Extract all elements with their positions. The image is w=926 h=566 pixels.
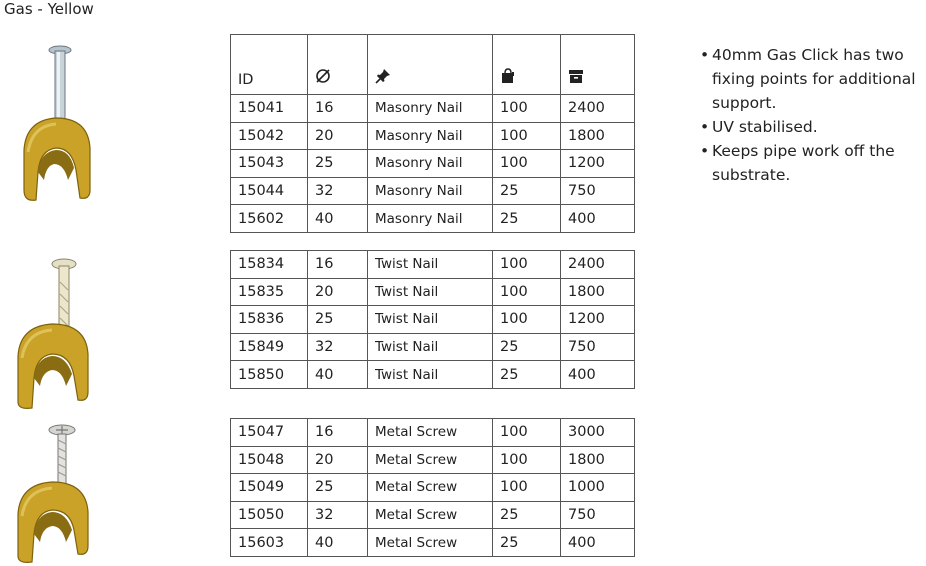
diameter-cell: 20 (308, 278, 368, 306)
box-qty-cell: 400 (561, 361, 635, 389)
product-id-cell: 15834 (231, 251, 308, 279)
feature-item: • UV stabilised. (700, 115, 926, 139)
fixing-cell: Masonry Nail (368, 177, 493, 205)
pack-qty-cell: 100 (493, 251, 561, 279)
table-row (231, 361, 635, 389)
pack-qty-cell: 25 (493, 501, 561, 529)
product-id-cell: 15043 (231, 150, 308, 178)
product-id-cell: 15849 (231, 333, 308, 361)
feature-item: • 40mm Gas Click has two fixing points for additional support. (700, 43, 926, 115)
pushpin-icon (375, 68, 391, 88)
diameter-cell: 20 (308, 446, 368, 474)
metal-screw-table (230, 418, 635, 557)
table-row (231, 306, 635, 334)
table-row (231, 278, 635, 306)
pack-qty-cell: 100 (493, 122, 561, 150)
twist-nail-clip-image (6, 252, 98, 412)
table-row (231, 474, 635, 502)
product-id-cell: 15050 (231, 501, 308, 529)
fixing-cell: Masonry Nail (368, 95, 493, 123)
diameter-cell: 25 (308, 150, 368, 178)
box-icon (568, 68, 584, 88)
diameter-cell: 32 (308, 501, 368, 529)
feature-list (700, 43, 926, 187)
box-header (561, 35, 635, 95)
fixing-cell: Masonry Nail (368, 122, 493, 150)
table-header-row (231, 35, 635, 95)
fixing-cell: Twist Nail (368, 361, 493, 389)
box-qty-cell: 3000 (561, 419, 635, 447)
table-row (231, 205, 635, 233)
pack-qty-cell: 100 (493, 474, 561, 502)
table-row (231, 529, 635, 557)
diameter-cell: 16 (308, 419, 368, 447)
table-row (231, 122, 635, 150)
fixing-cell: Metal Screw (368, 474, 493, 502)
metal-screw-rows (231, 419, 635, 557)
diameter-header (308, 35, 368, 95)
fixing-header (368, 35, 493, 95)
pack-header (493, 35, 561, 95)
bag-icon (500, 68, 516, 88)
product-id-cell: 15603 (231, 529, 308, 557)
product-id-cell: 15835 (231, 278, 308, 306)
feature-item: • Keeps pipe work off the substrate. (700, 139, 926, 187)
fixing-cell: Metal Screw (368, 529, 493, 557)
fixing-cell: Masonry Nail (368, 150, 493, 178)
product-id-cell: 15041 (231, 95, 308, 123)
twist-nail-rows (231, 251, 635, 389)
pack-qty-cell: 100 (493, 419, 561, 447)
fixing-cell: Twist Nail (368, 306, 493, 334)
pack-qty-cell: 25 (493, 529, 561, 557)
box-qty-cell: 400 (561, 529, 635, 557)
box-qty-cell: 1800 (561, 122, 635, 150)
box-qty-cell: 1000 (561, 474, 635, 502)
diameter-cell: 25 (308, 474, 368, 502)
table-row (231, 446, 635, 474)
table-row (231, 177, 635, 205)
table-row (231, 251, 635, 279)
box-qty-cell: 750 (561, 501, 635, 529)
pack-qty-cell: 100 (493, 446, 561, 474)
diameter-cell: 16 (308, 251, 368, 279)
fixing-cell: Metal Screw (368, 501, 493, 529)
box-qty-cell: 1200 (561, 306, 635, 334)
pack-qty-cell: 25 (493, 333, 561, 361)
diameter-cell: 25 (308, 306, 368, 334)
diameter-cell: 32 (308, 333, 368, 361)
table-row (231, 333, 635, 361)
pack-qty-cell: 25 (493, 177, 561, 205)
product-id-cell: 15042 (231, 122, 308, 150)
table-row (231, 501, 635, 529)
box-qty-cell: 1800 (561, 278, 635, 306)
box-qty-cell: 750 (561, 333, 635, 361)
diameter-cell: 32 (308, 177, 368, 205)
fixing-cell: Twist Nail (368, 333, 493, 361)
product-id-cell: 15836 (231, 306, 308, 334)
fixing-cell: Masonry Nail (368, 205, 493, 233)
product-id-cell: 15048 (231, 446, 308, 474)
box-qty-cell: 750 (561, 177, 635, 205)
pack-qty-cell: 100 (493, 95, 561, 123)
box-qty-cell: 1200 (561, 150, 635, 178)
box-qty-cell: 2400 (561, 251, 635, 279)
box-qty-cell: 2400 (561, 95, 635, 123)
product-id-cell: 15049 (231, 474, 308, 502)
box-qty-cell: 1800 (561, 446, 635, 474)
page-title: Gas - Yellow (4, 0, 94, 18)
product-id-cell: 15044 (231, 177, 308, 205)
masonry-nail-clip-image (6, 40, 98, 210)
fixing-cell: Metal Screw (368, 419, 493, 447)
table-row (231, 95, 635, 123)
table-row (231, 150, 635, 178)
diameter-cell: 40 (308, 205, 368, 233)
product-id-cell: 15602 (231, 205, 308, 233)
pack-qty-cell: 100 (493, 150, 561, 178)
product-id-cell: 15850 (231, 361, 308, 389)
metal-screw-clip-image (6, 420, 98, 566)
twist-nail-table (230, 250, 635, 389)
pack-qty-cell: 25 (493, 205, 561, 233)
pack-qty-cell: 25 (493, 361, 561, 389)
fixing-cell: Metal Screw (368, 446, 493, 474)
diameter-cell: 20 (308, 122, 368, 150)
diameter-icon (315, 68, 331, 88)
pack-qty-cell: 100 (493, 278, 561, 306)
id-header: ID (231, 35, 308, 95)
diameter-cell: 40 (308, 529, 368, 557)
box-qty-cell: 400 (561, 205, 635, 233)
masonry-nail-table (230, 34, 635, 233)
diameter-cell: 16 (308, 95, 368, 123)
diameter-cell: 40 (308, 361, 368, 389)
table-row (231, 419, 635, 447)
fixing-cell: Twist Nail (368, 278, 493, 306)
product-id-cell: 15047 (231, 419, 308, 447)
fixing-cell: Twist Nail (368, 251, 493, 279)
masonry-nail-rows (231, 95, 635, 233)
pack-qty-cell: 100 (493, 306, 561, 334)
